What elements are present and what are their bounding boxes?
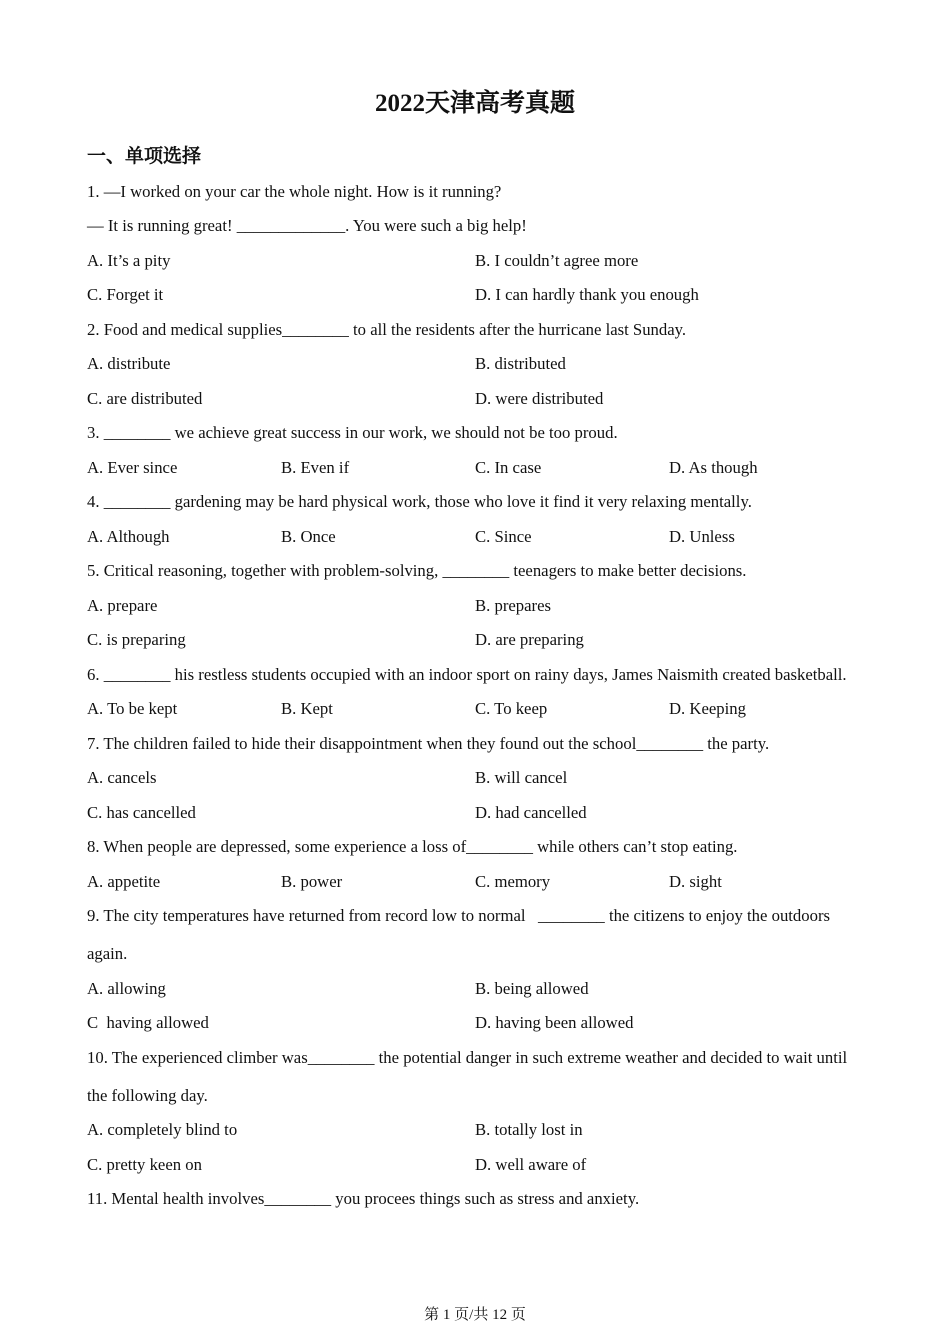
question-stem: 2. Food and medical supplies________ to all the residents after the hurricane last Sunday. (87, 319, 687, 339)
option-a: A. allowing (87, 978, 166, 998)
question-list (87, 175, 877, 1217)
option-d: D. I can hardly thank you enough (475, 285, 699, 305)
option-b: B. Kept (281, 699, 333, 719)
question-stem: 8. When people are depressed, some experience a loss of________ while others can’t stop eating. (87, 837, 738, 857)
option-c: C. Forget it (87, 285, 164, 305)
question-stem-line: — It is running great! _____________. You were such a big help! (87, 216, 527, 236)
option-d: D. well aware of (475, 1154, 587, 1174)
option-d: D. are preparing (475, 630, 584, 650)
options-row (87, 692, 877, 727)
option-b: B. prepares (475, 595, 551, 615)
question-8 (87, 830, 877, 899)
option-a: A. Although (87, 526, 170, 546)
option-c: C. are distributed (87, 388, 203, 408)
question-7 (87, 727, 877, 831)
page-title: 2022天津高考真题 (374, 90, 575, 117)
option-a: A. cancels (87, 768, 157, 788)
options-row (87, 1113, 877, 1148)
options-row (87, 1006, 877, 1041)
question-stem: 11. Mental health involves________ you procees things such as stress and anxiety. (87, 1189, 640, 1209)
page-footer: 第 1 页/共 12 页 (424, 1307, 526, 1323)
question-5 (87, 554, 877, 658)
option-a: A. completely blind to (87, 1120, 238, 1140)
question-stem: 5. Critical reasoning, together with problem-solving, ________ teenagers to make better decisions. (87, 561, 747, 581)
options-row (87, 589, 877, 624)
option-b: B. I couldn’t agree more (475, 250, 639, 270)
option-a: A. appetite (87, 871, 161, 891)
option-b: B. Even if (281, 457, 350, 477)
option-a: A. To be kept (87, 699, 178, 719)
option-c: C. memory (475, 871, 551, 891)
question-2 (87, 313, 877, 417)
question-stem: 6. ________ his restless students occupied with an indoor sport on rainy days, James Naismith created basketball. (87, 664, 847, 684)
options-row (87, 382, 877, 417)
option-a: A. prepare (87, 595, 158, 615)
question-stem-line: the following day. (87, 1085, 208, 1105)
option-d: D. Unless (669, 526, 735, 546)
option-b: B. distributed (475, 354, 566, 374)
option-c: C having allowed (87, 1013, 209, 1033)
option-c: C. is preparing (87, 630, 186, 650)
question-10 (87, 1041, 877, 1183)
question-4 (87, 485, 877, 554)
question-stem: 7. The children failed to hide their disappointment when they found out the school________ the party. (87, 733, 770, 753)
options-row (87, 623, 877, 658)
option-d: D. Keeping (669, 699, 746, 719)
option-b: B. Once (281, 526, 336, 546)
question-1 (87, 175, 877, 313)
option-d: D. were distributed (475, 388, 604, 408)
question-3 (87, 416, 877, 485)
option-d: D. having been allowed (475, 1013, 634, 1033)
question-stem: 4. ________ gardening may be hard physical work, those who love it find it very relaxing mentally. (87, 492, 752, 512)
question-stem: 3. ________ we achieve great success in our work, we should not be too proud. (87, 423, 618, 443)
options-row (87, 451, 877, 486)
option-b: B. will cancel (475, 768, 568, 788)
question-11 (87, 1182, 877, 1217)
question-9 (87, 899, 877, 1041)
option-c: C. Since (475, 526, 532, 546)
options-row (87, 796, 877, 831)
option-c: C. has cancelled (87, 802, 196, 822)
question-stem: 1. —I worked on your car the whole night. How is it running? (87, 181, 502, 201)
option-d: D. sight (669, 871, 722, 891)
option-d: D. had cancelled (475, 802, 587, 822)
options-row (87, 244, 877, 279)
options-row (87, 347, 877, 382)
question-stem: 9. The city temperatures have returned from record low to normal ________ the citizens to enjoy the outdoors (87, 906, 831, 926)
option-a: A. distribute (87, 354, 171, 374)
option-a: A. It’s a pity (87, 250, 171, 270)
options-row (87, 278, 877, 313)
option-c: C. To keep (475, 699, 548, 719)
section-heading: 一、单项选择 (87, 146, 202, 167)
option-b: B. totally lost in (475, 1120, 583, 1140)
option-c: C. In case (475, 457, 542, 477)
option-a: A. Ever since (87, 457, 178, 477)
question-6 (87, 658, 877, 727)
options-row (87, 972, 877, 1007)
options-row (87, 520, 877, 555)
question-stem: 10. The experienced climber was________ the potential danger in such extreme weather and decided to wait until (87, 1047, 848, 1067)
options-row (87, 865, 877, 900)
option-b: B. being allowed (475, 978, 589, 998)
option-c: C. pretty keen on (87, 1154, 202, 1174)
option-d: D. As though (669, 457, 758, 477)
question-stem-line: again. (87, 944, 128, 964)
options-row (87, 761, 877, 796)
options-row (87, 1148, 877, 1183)
option-b: B. power (281, 871, 343, 891)
